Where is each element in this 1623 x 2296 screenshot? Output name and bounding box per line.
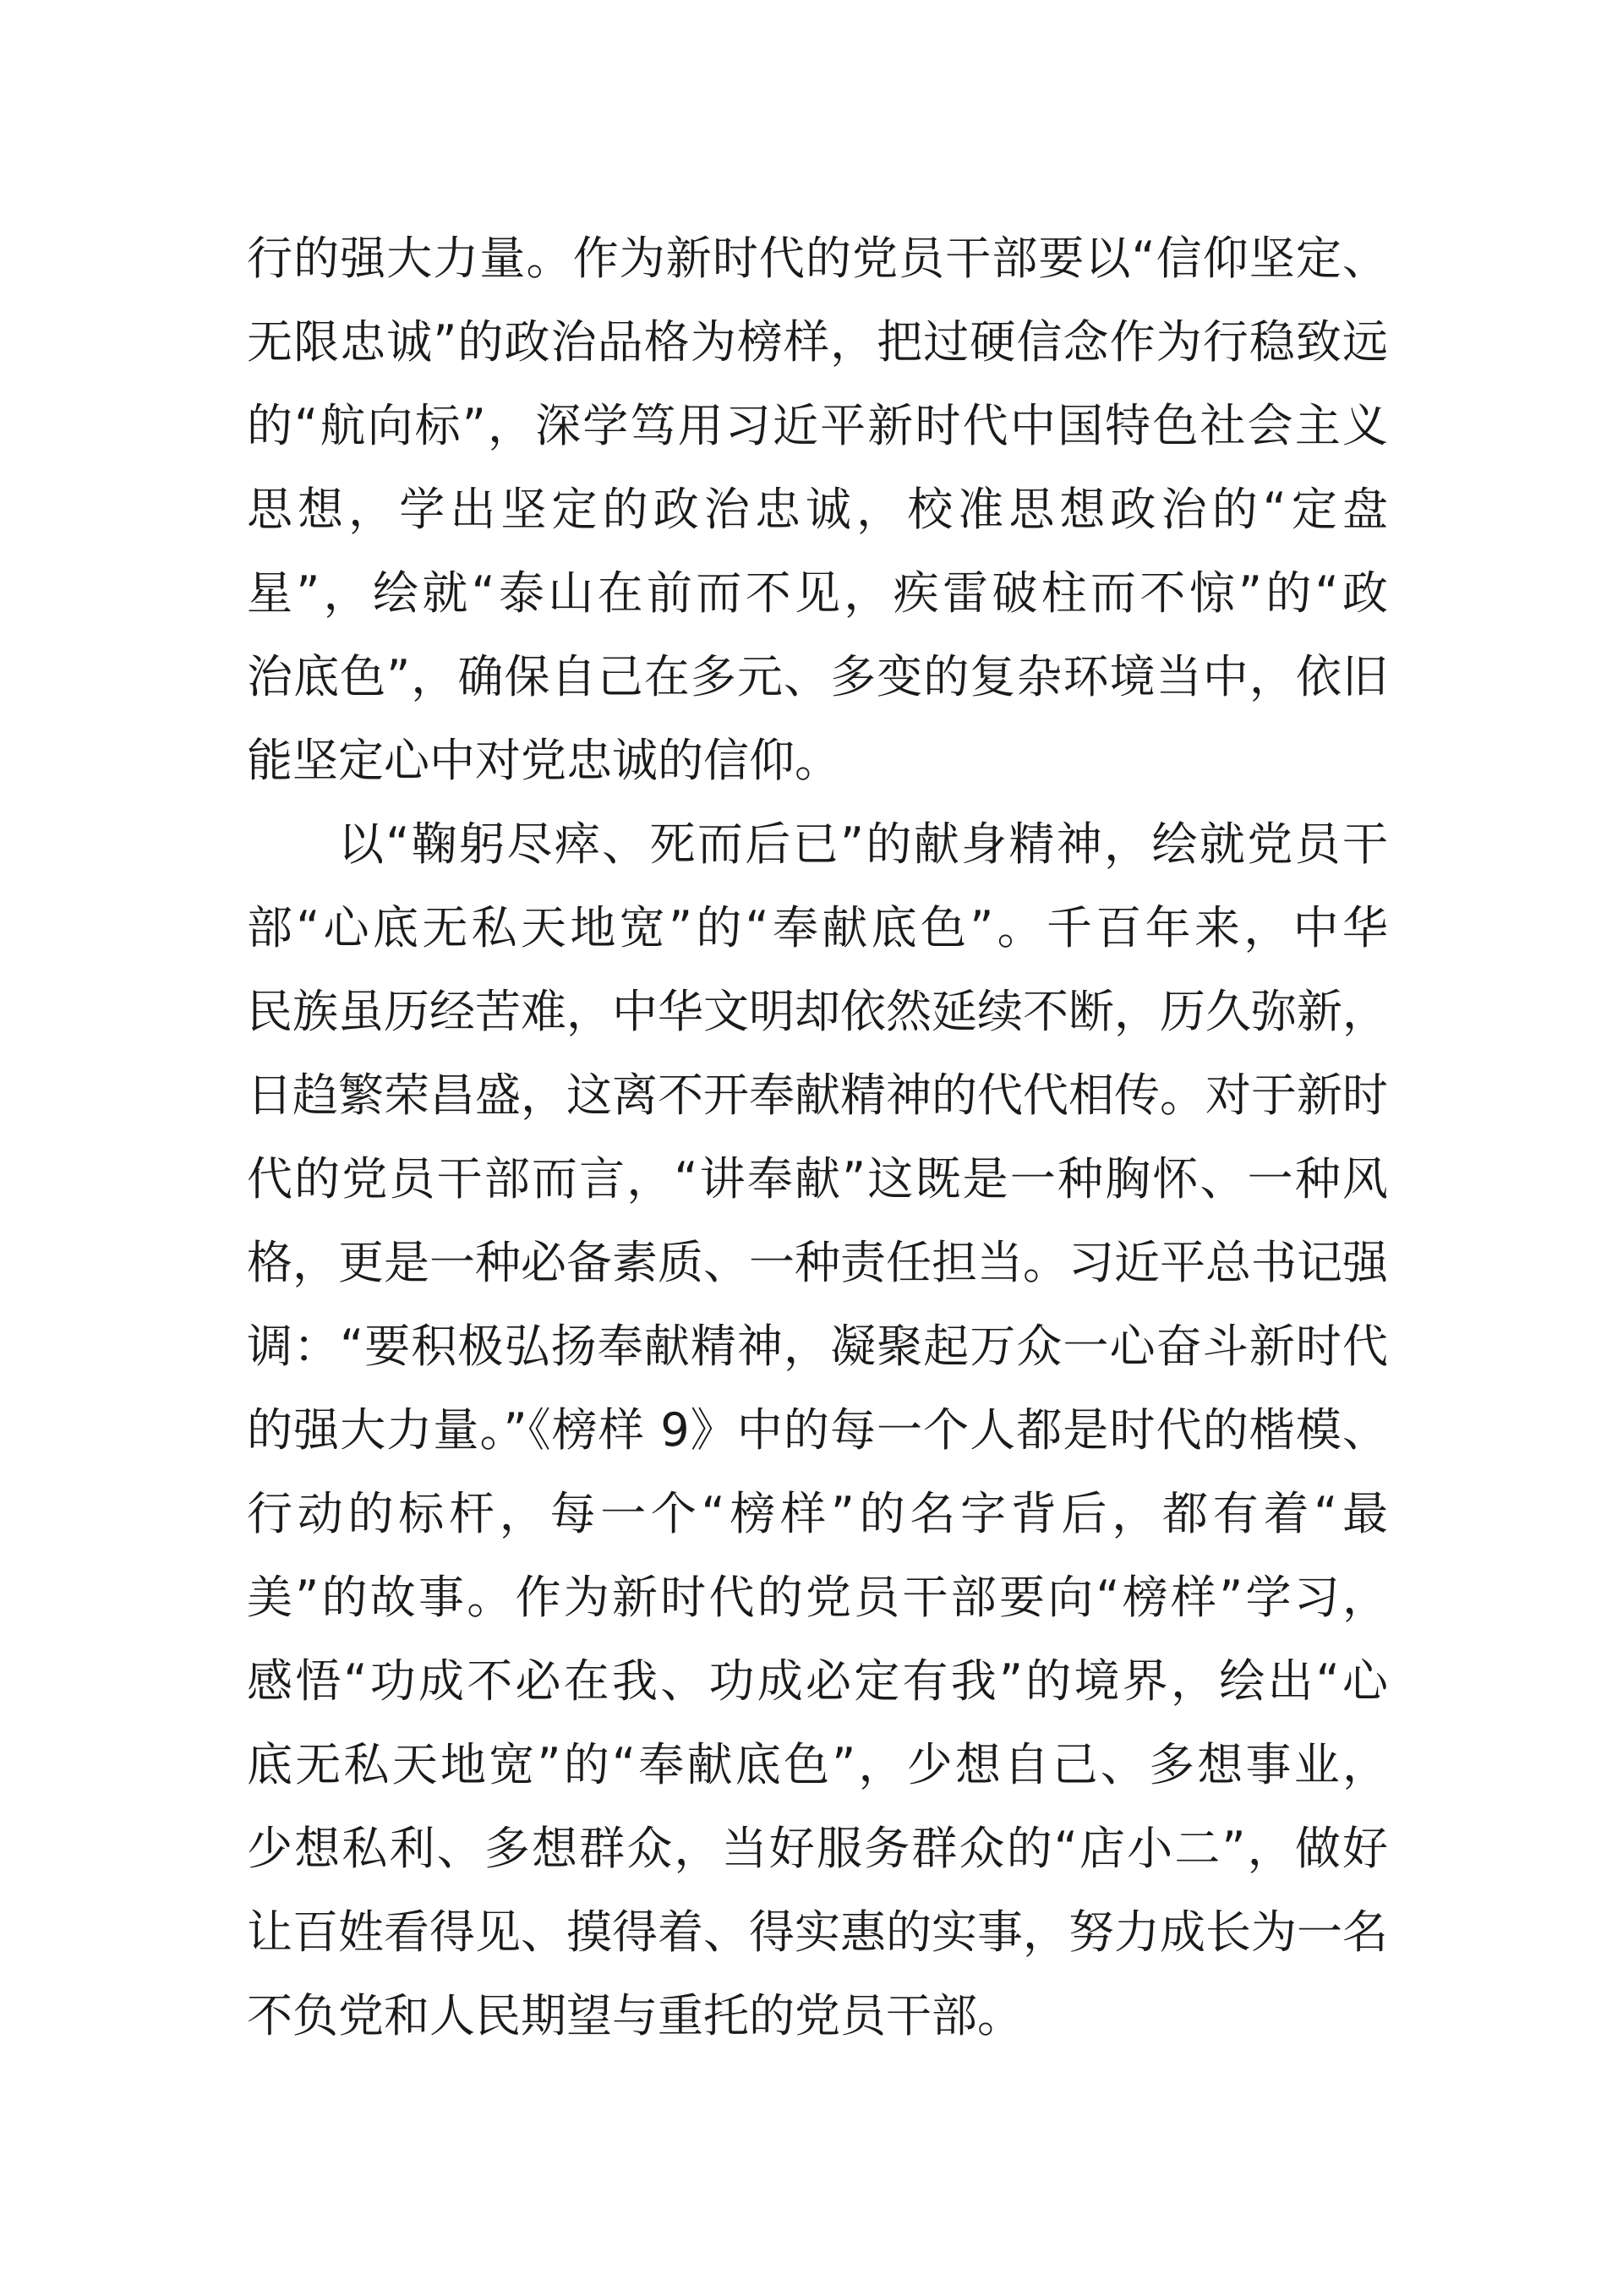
- text-line: 代的党员干部而言，“讲奉献”这既是一种胸怀、一种风: [247, 1152, 1388, 1205]
- text-line: 无限忠诚”的政治品格为榜样，把过硬信念作为行稳致远: [247, 315, 1388, 369]
- document-body: [247, 216, 1388, 2058]
- text-line: 以“鞠躬尽瘁、死而后已”的献身精神，绘就党员干: [338, 817, 1388, 871]
- text-line: 行的强大力量。作为新时代的党员干部要以“信仰坚定、: [247, 232, 1388, 285]
- text-line: 感悟“功成不必在我、功成必定有我”的境界，绘出“心: [247, 1654, 1388, 1708]
- text-line: 少想私利、多想群众，当好服务群众的“店小二”，做好: [247, 1822, 1388, 1875]
- text-line: 治底色”，确保自己在多元、多变的复杂环境当中，依旧: [247, 650, 1388, 703]
- text-line: 日趋繁荣昌盛，这离不开奉献精神的代代相传。对于新时: [247, 1069, 1388, 1122]
- text-line: 的强大力量。”《榜样 9》中的每一个人都是时代的楷模、: [247, 1403, 1388, 1457]
- text-line: 的“航向标”，深学笃用习近平新时代中国特色社会主义: [247, 399, 1388, 452]
- paragraph-political-loyalty: [247, 216, 1388, 802]
- text-line: 调：“要积极弘扬奉献精神，凝聚起万众一心奋斗新时代: [247, 1320, 1388, 1373]
- text-line: 民族虽历经苦难，中华文明却依然延续不断，历久弥新，: [247, 985, 1388, 1038]
- text-line: 美”的故事。作为新时代的党员干部要向“榜样”学习，: [247, 1571, 1388, 1624]
- text-line: 部“心底无私天地宽”的“奉献底色”。千百年来，中华: [247, 901, 1388, 954]
- text-line: 底无私天地宽”的“奉献底色”，少想自己、多想事业，: [247, 1738, 1388, 1791]
- paragraph-dedication: [247, 802, 1388, 2058]
- text-line: 让百姓看得见、摸得着、得实惠的实事，努力成长为一名: [247, 1905, 1388, 1959]
- text-line: 格，更是一种必备素质、一种责任担当。习近平总书记强: [247, 1236, 1388, 1289]
- text-line: 能坚定心中对党忠诚的信仰。: [247, 734, 840, 787]
- text-line: 不负党和人民期望与重托的党员干部。: [247, 1989, 1023, 2042]
- text-line: 星”，绘就“泰山在前而不见，疾雷破柱而不惊”的“政: [247, 566, 1388, 620]
- text-line: 思想，学出坚定的政治忠诚，校准思想政治的“定盘: [247, 483, 1388, 536]
- text-line: 行动的标杆，每一个“榜样”的名字背后，都有着“最: [247, 1487, 1388, 1540]
